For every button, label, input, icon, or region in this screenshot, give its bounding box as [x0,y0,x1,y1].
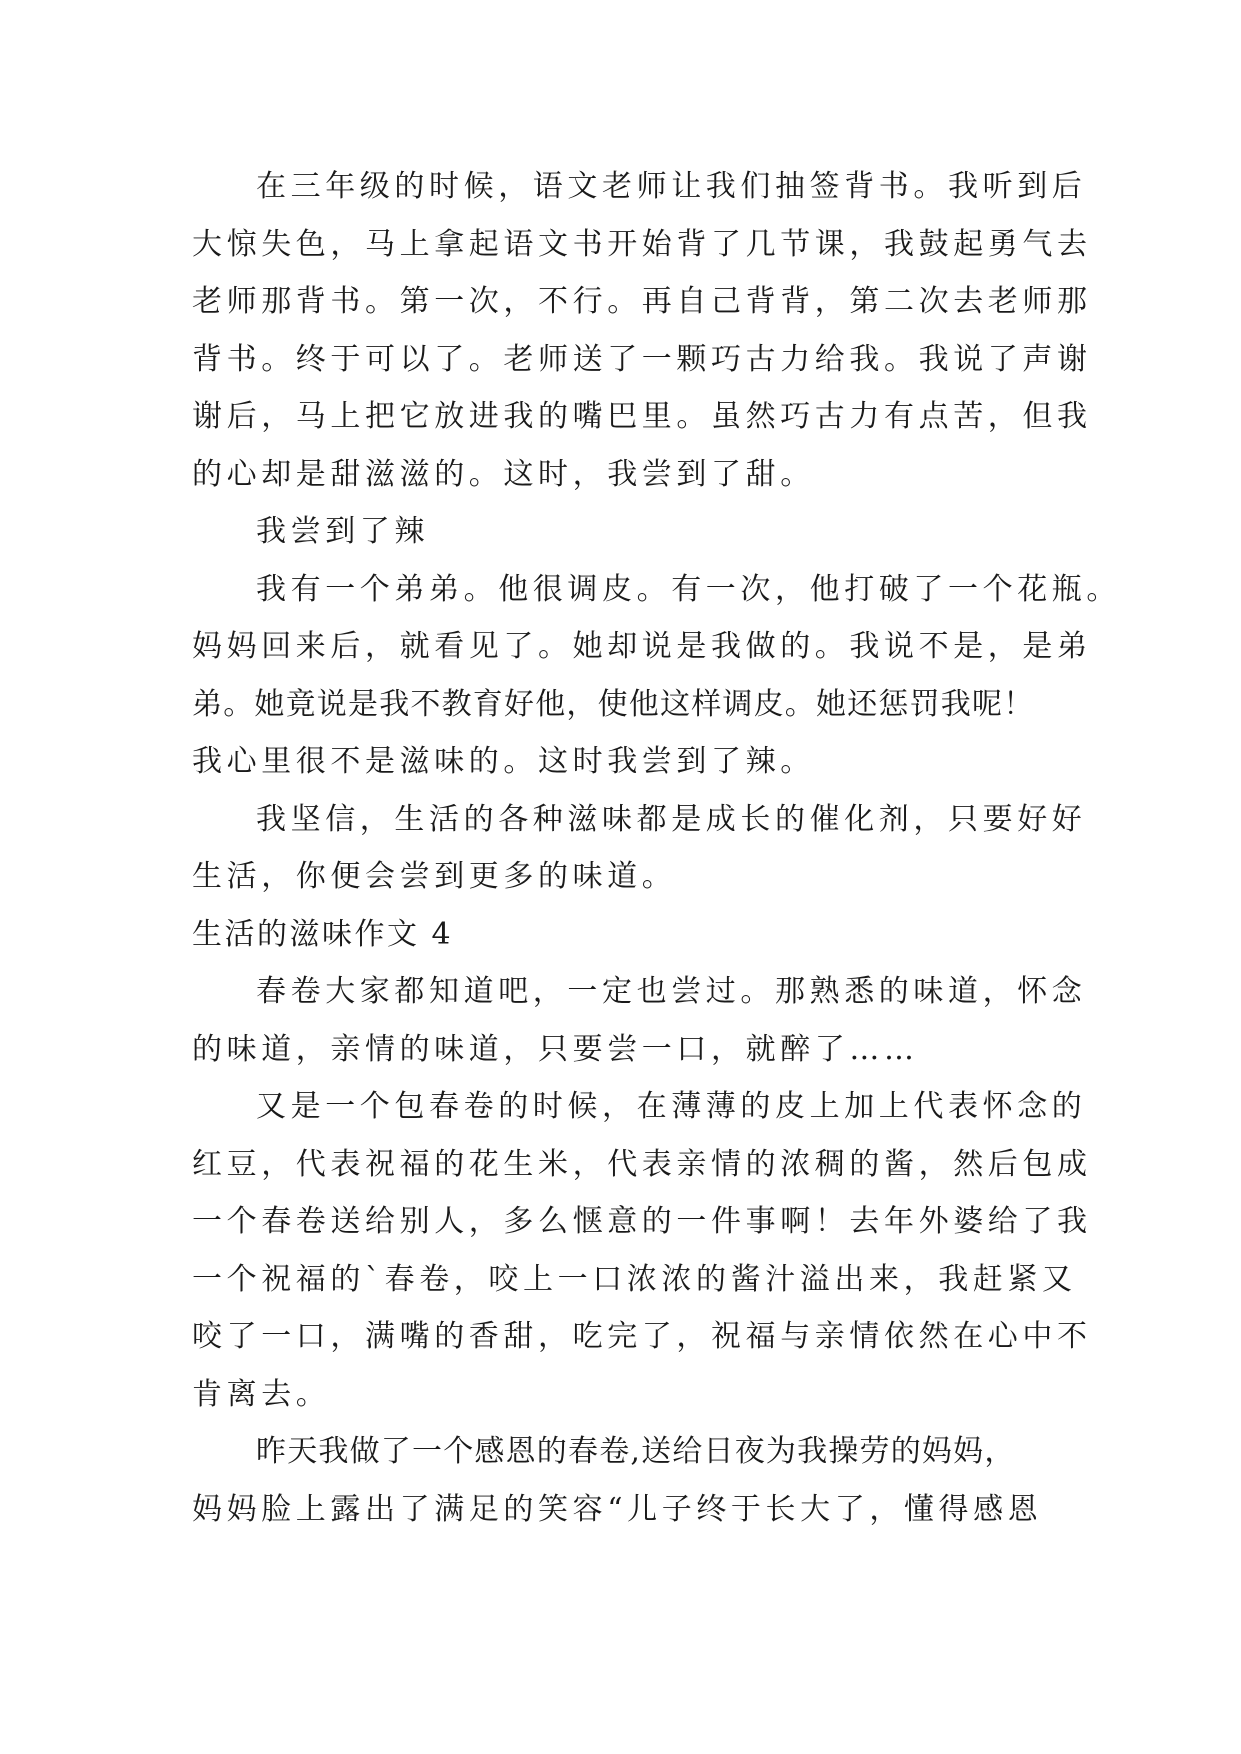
paragraph-line: 背书。终于可以了。老师送了一颗巧古力给我。我说了声谢 [192,341,1092,377]
paragraph-line: 春卷大家都知道吧，一定也尝过。那熟悉的味道，怀念 [256,974,1087,1009]
paragraph-line: 在三年级的时候，语文老师让我们抽签背书。我听到后 [256,169,1087,204]
paragraph-line: 我心里很不是滋味的。这时我尝到了辣。 [192,744,815,779]
paragraph-line: 一个春卷送给别人，多么惬意的一件事啊！去年外婆给了我 [192,1204,1092,1239]
paragraph-line: 我坚信，生活的各种滋味都是成长的催化剂，只要好好 [256,801,1087,837]
paragraph-line: 我有一个弟弟。他很调皮。有一次，他打破了一个花瓶。 [256,571,1121,607]
paragraph-line: 妈妈回来后，就看见了。她却说是我做的。我说不是，是弟 [192,629,1092,664]
paragraph-line: 谢后，马上把它放进我的嘴巴里。虽然巧古力有点苦，但我 [192,399,1092,434]
paragraph-line: 的心却是甜滋滋的。这时，我尝到了甜。 [192,456,815,492]
document-body [192,158,1121,1538]
paragraph-line: 老师那背书。第一次，不行。再自己背背，第二次去老师那 [192,284,1092,319]
paragraph-line: 大惊失色，马上拿起语文书开始背了几节课，我鼓起勇气去 [192,226,1092,262]
paragraph-line: 又是一个包春卷的时候，在薄薄的皮上加上代表怀念的 [256,1089,1087,1124]
paragraph-line: 咬了一口，满嘴的香甜，吃完了，祝福与亲情依然在心中不 [192,1319,1092,1354]
paragraph-line: 肯离去。 [192,1376,331,1412]
paragraph-line: 红豆，代表祝福的花生米，代表亲情的浓稠的酱，然后包成 [192,1146,1092,1182]
paragraph-line: 生活，你便会尝到更多的味道。 [192,859,677,894]
paragraph-line: 昨天我做了一个感恩的春卷,送给日夜为我操劳的妈妈， [256,1434,1016,1469]
article-title: 生活的滋味作文 4 [192,916,454,952]
paragraph-line: 一个祝福的`春卷，咬上一口浓浓的酱汁溢出来，我赶紧又 [192,1261,1077,1297]
paragraph-line: 妈妈脸上露出了满足的笑容“儿子终于长大了，懂得感恩 [192,1491,1043,1527]
section-subheading: 我尝到了辣 [256,514,429,549]
paragraph-line: 的味道，亲情的味道，只要尝一口，就醉了…… [192,1031,919,1067]
paragraph-line: 弟。她竟说是我不教育好他，使他这样调皮。她还惩罚我呢！ [192,686,1035,722]
